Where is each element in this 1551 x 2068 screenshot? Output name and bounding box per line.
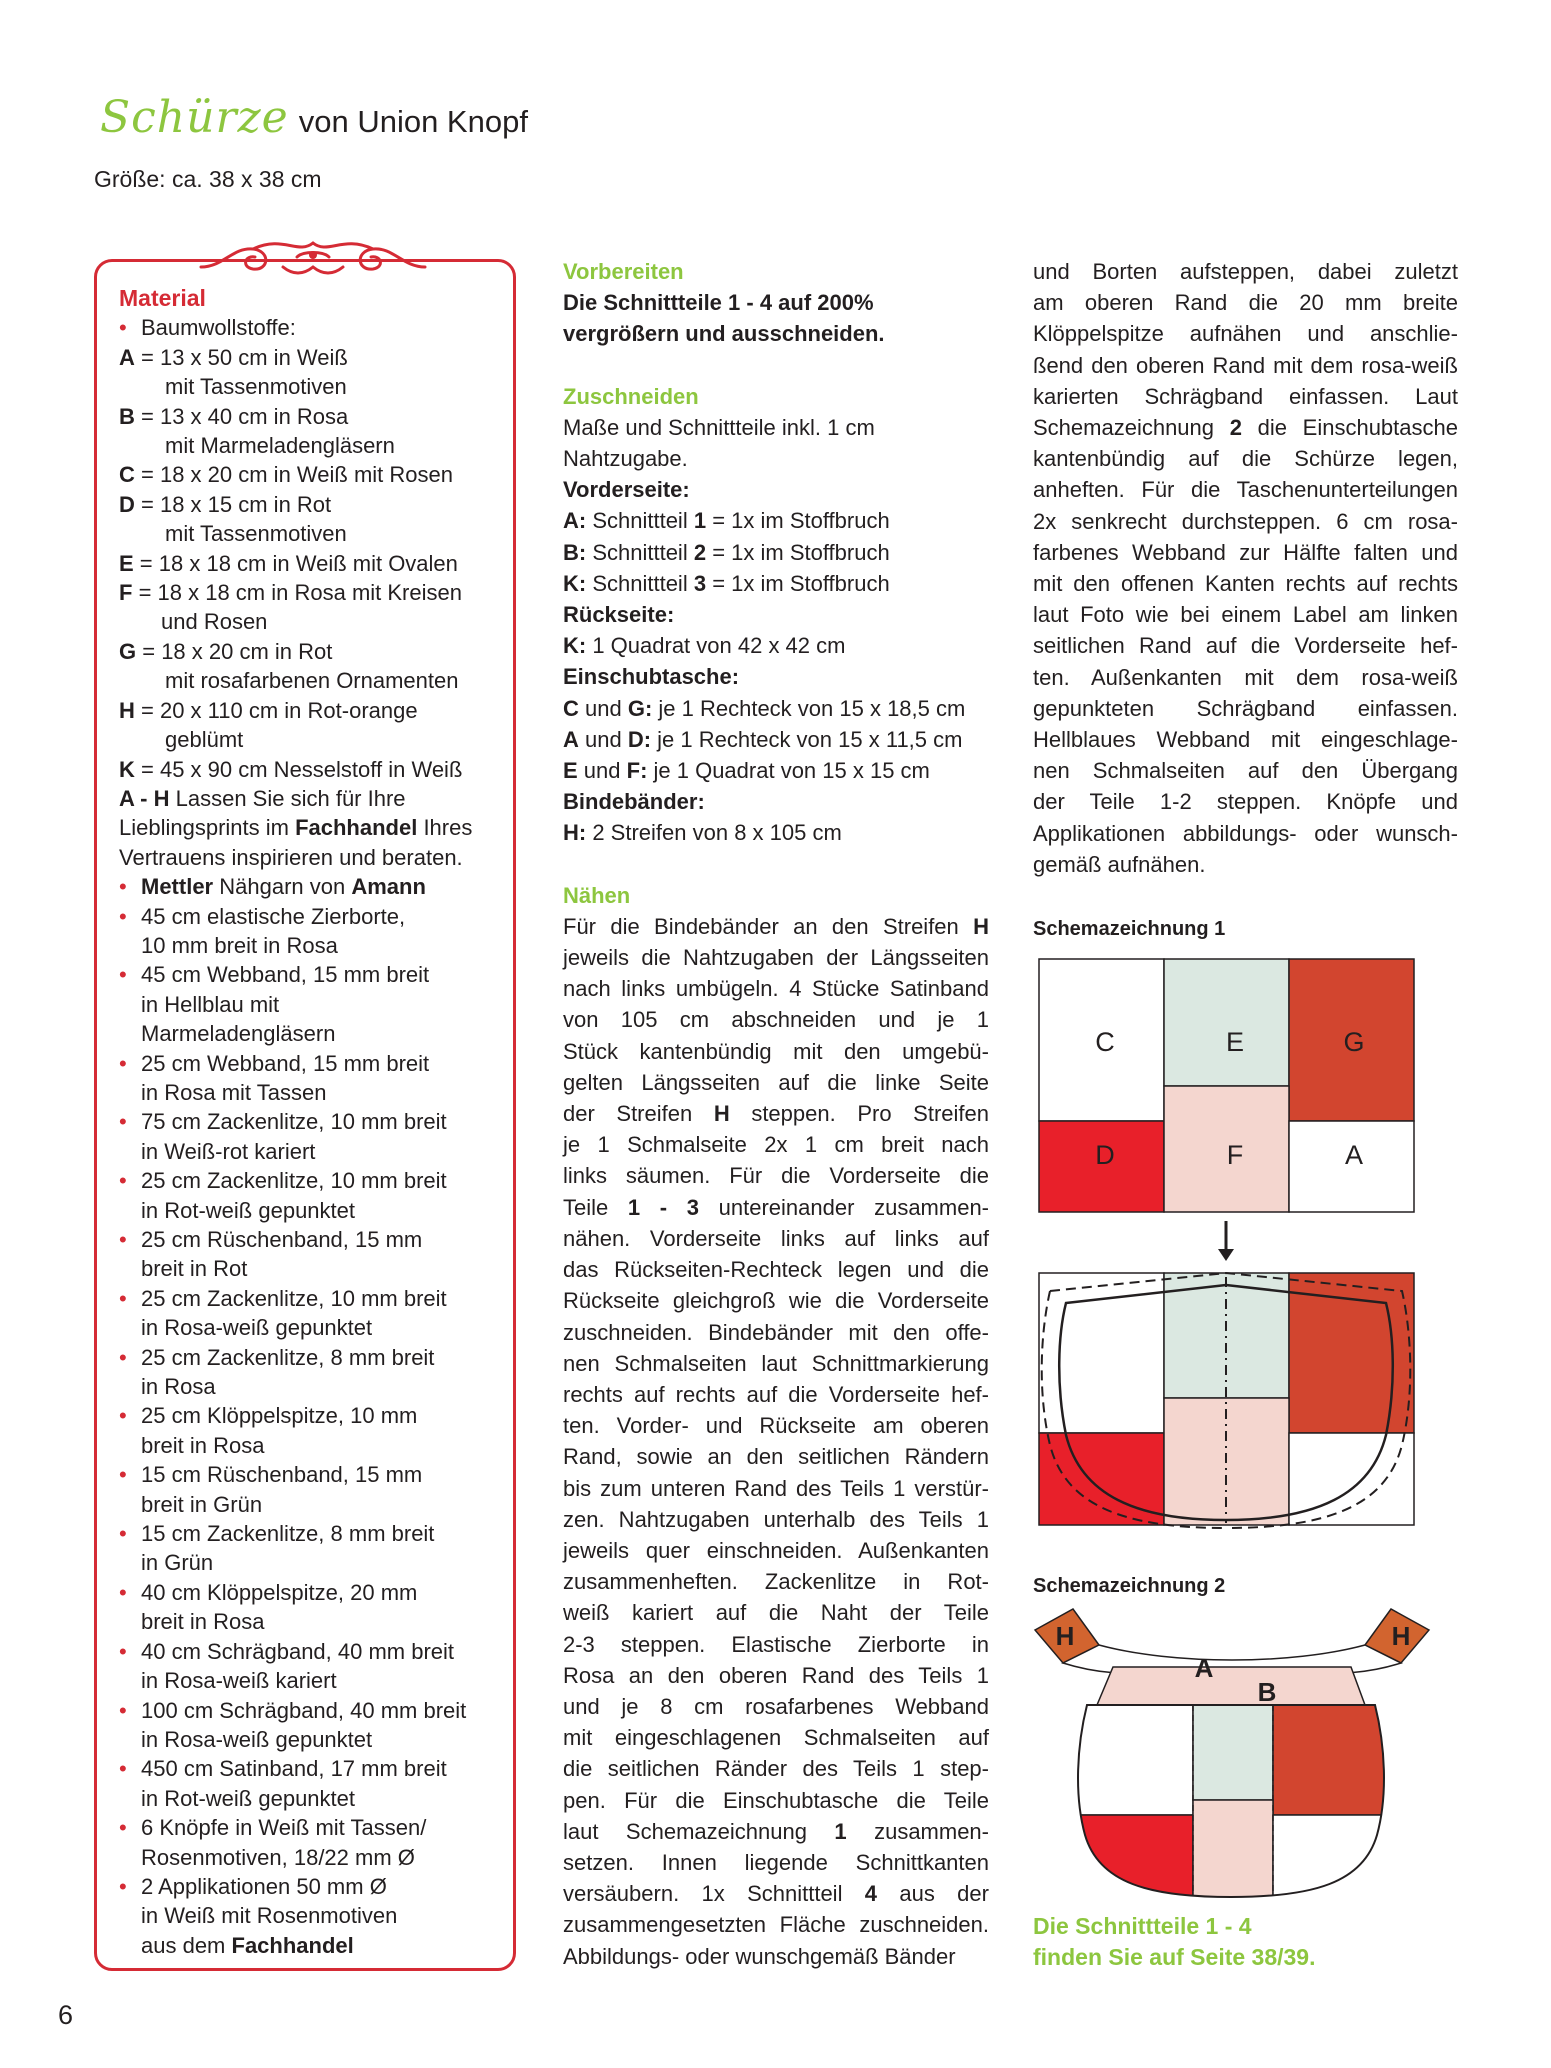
- text-line: am oberen Rand die 20 mm breite: [1033, 290, 1458, 316]
- list-item-detail: in Rosa-weiß kariert: [141, 1668, 337, 1694]
- cut-row: K: Schnittteil 3 = 1x im Stoffbruch: [563, 570, 890, 596]
- footnote-line: Die Schnittteile 1 - 4: [1033, 1913, 1252, 1939]
- text-line: bis zum unteren Rand des Teils 1 verstür-: [563, 1475, 989, 1501]
- text-line: zusammenheften. Zackenlitze in Rot-: [563, 1569, 989, 1595]
- cut-row: Vorderseite:: [563, 477, 690, 503]
- material-heading: Material: [119, 285, 206, 311]
- text-line: mit den offenen Kanten rechts auf rechts: [1033, 571, 1458, 597]
- cut-row: A: Schnittteil 1 = 1x im Stoffbruch: [563, 508, 890, 534]
- text-line: nen Schmalseiten laut Schnittmarkierung: [563, 1350, 989, 1376]
- fabric-g-detail: mit rosafarbenen Ornamenten: [165, 668, 459, 694]
- text-line: setzen. Innen liegende Schnittkanten: [563, 1849, 989, 1875]
- text-line: 2-3 steppen. Elastische Zierborte in: [563, 1631, 989, 1657]
- list-item-detail: in Rot-weiß gepunktet: [141, 1785, 355, 1811]
- text-line: links säumen. Für die Vorderseite die: [563, 1163, 989, 1189]
- cell-label: C: [1095, 1027, 1115, 1057]
- text-line: jeweils die Nahtzugaben der Längsseiten: [563, 945, 989, 971]
- text-line: und Borten aufsteppen, dabei zuletzt: [1033, 259, 1458, 284]
- down-arrow-icon: [1218, 1221, 1234, 1261]
- page-title: [100, 92, 528, 143]
- text-line: laut Foto wie bei einem Label am linken: [1033, 602, 1458, 628]
- text-line: je 1 Schmalseite 2x 1 cm breit nach: [563, 1132, 989, 1158]
- list-item: • Mettler Nähgarn von Amann: [119, 872, 504, 901]
- fabric-b: B = 13 x 40 cm in Rosa: [119, 403, 349, 429]
- text-line: versäubern. 1x Schnittteil 4 aus der: [563, 1881, 989, 1907]
- list-item-detail: breit in Grün: [141, 1491, 263, 1517]
- text-line: nach links umbügeln. 4 Stücke Satinband: [563, 976, 989, 1002]
- text-line: anheften. Für die Taschenunterteilungen: [1033, 477, 1458, 503]
- fabric-c: C = 18 x 20 cm in Weiß mit Rosen: [119, 462, 453, 488]
- text-line: ten. Außenkanten mit dem rosa-weiß: [1033, 664, 1458, 690]
- text-line: der Teile 1-2 steppen. Knöpfe und: [1033, 789, 1458, 815]
- schema-label-h-right: H: [1391, 1621, 1411, 1651]
- fabric-f-detail: und Rosen: [161, 609, 268, 635]
- list-item: • Baumwollstoffe:: [119, 313, 504, 342]
- fabric-a-detail: mit Tassenmotiven: [165, 374, 347, 400]
- text-line: von 105 cm abschneiden und je 1: [563, 1007, 989, 1033]
- fabric-b-detail: mit Marmeladengläsern: [165, 433, 395, 459]
- fabric-note: Lieblingsprints im Fachhandel Ihres: [119, 815, 473, 841]
- fabric-note: A - H Lassen Sie sich für Ihre: [119, 785, 406, 811]
- text-line: gelten Längsseiten auf die linke Seite: [563, 1069, 989, 1095]
- list-item-detail: in Weiß mit Rosenmotiven: [141, 1903, 398, 1929]
- schema-2-diagram: [1033, 1605, 1433, 1905]
- cut-row: Bindebänder:: [563, 789, 705, 815]
- list-item: • 25 cm Zackenlitze, 8 mm breit: [119, 1343, 504, 1372]
- list-item: • 45 cm elastische Zierborte,: [119, 902, 504, 931]
- instructions-column-2: [1033, 256, 1458, 880]
- text-line: zuschneiden. Bindebänder mit den offe-: [563, 1319, 989, 1345]
- cell-label: E: [1225, 1027, 1245, 1057]
- text-line: Schemazeichnung 2 die Einschubtasche: [1033, 415, 1458, 441]
- schema-label-h-left: H: [1055, 1621, 1075, 1651]
- fabric-d: D = 18 x 15 cm in Rot: [119, 491, 332, 517]
- size-info: Größe: ca. 38 x 38 cm: [94, 166, 322, 192]
- cut-row: B: Schnittteil 2 = 1x im Stoffbruch: [563, 539, 890, 565]
- text-line: 2x senkrecht durchsteppen. 6 cm rosa-: [1033, 508, 1458, 534]
- cell-label: D: [1095, 1140, 1115, 1170]
- text-line: weiß kariert auf die Naht der Teile: [563, 1600, 989, 1626]
- text-line: Hellblaues Webband mit eingeschlage-: [1033, 727, 1458, 753]
- schema-label-b: B: [1257, 1677, 1277, 1707]
- text-line: karierten Schrägband einfassen. Laut: [1033, 383, 1458, 409]
- fabric-note: Vertrauens inspirieren und beraten.: [119, 844, 463, 870]
- zuschneiden-intro: Maße und Schnittteile inkl. 1 cm: [563, 414, 875, 440]
- list-item: • 25 cm Klöppelspitze, 10 mm: [119, 1401, 504, 1430]
- footnote-line: finden Sie auf Seite 38/39.: [1033, 1944, 1316, 1970]
- list-item-detail: in Rot-weiß gepunktet: [141, 1197, 355, 1223]
- vorbereiten-text: Die Schnittteile 1 - 4 auf 200%: [563, 290, 874, 316]
- naehen-text: [563, 911, 989, 1972]
- list-item-detail: aus dem Fachhandel: [141, 1932, 354, 1958]
- text-line: nen Schmalseiten auf den Übergang: [1033, 758, 1458, 784]
- text-line: zen. Nahtzugaben unterhalb des Teils 1: [563, 1506, 989, 1532]
- fabric-a: A = 13 x 50 cm in Weiß: [119, 344, 348, 370]
- fabric-h: H = 20 x 110 cm in Rot-orange: [119, 697, 418, 723]
- text-line: farbenes Webband zur Hälfte falten und: [1033, 539, 1458, 565]
- fabric-k: K = 45 x 90 cm Nesselstoff in Weiß: [119, 756, 463, 782]
- text-line: gemäß aufnähen.: [1033, 851, 1206, 877]
- fabric-e: E = 18 x 18 cm in Weiß mit Ovalen: [119, 550, 458, 576]
- list-item-detail: 10 mm breit in Rosa: [141, 932, 338, 958]
- list-item: • 100 cm Schrägband, 40 mm breit: [119, 1696, 504, 1725]
- text-line: Klöppelspitze aufnähen und anschlie-: [1033, 321, 1458, 347]
- text-line: der Streifen H steppen. Pro Streifen: [563, 1101, 989, 1127]
- fabric-f: F = 18 x 18 cm in Rosa mit Kreisen: [119, 580, 462, 606]
- list-item-detail: in Grün: [141, 1550, 214, 1576]
- list-item: • 40 cm Schrägband, 40 mm breit: [119, 1637, 504, 1666]
- text-line: Rückseite gleichgroß wie die Vorderseite: [563, 1288, 989, 1314]
- title-script: Schürze: [100, 92, 289, 143]
- text-line: rechts auf rechts auf die Vorderseite hef-: [563, 1381, 989, 1407]
- cut-row: C und G: je 1 Rechteck von 15 x 18,5 cm: [563, 695, 966, 721]
- fabric-h-detail: geblümt: [165, 727, 244, 753]
- list-item: • 45 cm Webband, 15 mm breit: [119, 960, 504, 989]
- text-line: laut Schemazeichnung 1 zusammen-: [563, 1818, 989, 1844]
- list-item-detail: breit in Rosa: [141, 1609, 265, 1635]
- fabric-d-detail: mit Tassenmotiven: [165, 521, 347, 547]
- fabric-g: G = 18 x 20 cm in Rot: [119, 638, 333, 664]
- material-list: [119, 284, 504, 1960]
- list-item: • 25 cm Zackenlitze, 10 mm breit: [119, 1166, 504, 1195]
- text-line: Abbildungs- oder wunschgemäß Bänder: [563, 1943, 956, 1969]
- cell-label: F: [1226, 1140, 1244, 1170]
- cut-row: H: 2 Streifen von 8 x 105 cm: [563, 820, 842, 846]
- text-line: Teile 1 - 3 untereinander zusammen-: [563, 1194, 990, 1220]
- section-heading-vorbereiten: Vorbereiten: [563, 259, 684, 284]
- text-line: das Rückseiten-Rechteck legen und die: [563, 1257, 989, 1283]
- text-line: ßend den oberen Rand mit dem rosa-weiß: [1033, 352, 1458, 378]
- list-item-detail: in Rosa: [141, 1374, 216, 1400]
- cut-row: E und F: je 1 Quadrat von 15 x 15 cm: [563, 758, 930, 784]
- list-item: • 15 cm Rüschenband, 15 mm: [119, 1460, 504, 1489]
- cut-list: [563, 474, 989, 848]
- material-box: [94, 259, 516, 1971]
- list-item: • 40 cm Klöppelspitze, 20 mm: [119, 1578, 504, 1607]
- cut-row: K: 1 Quadrat von 42 x 42 cm: [563, 633, 846, 659]
- list-item-detail: in Weiß-rot kariert: [141, 1138, 316, 1164]
- text-line: jeweils quer einschneiden. Außenkanten: [563, 1537, 989, 1563]
- text-line: ten. Vorder- und Rückseite am oberen: [563, 1413, 989, 1439]
- list-item-detail: breit in Rosa: [141, 1432, 265, 1458]
- cut-row: A und D: je 1 Rechteck von 15 x 11,5 cm: [563, 726, 963, 752]
- list-item-detail: in Rosa mit Tassen: [141, 1079, 327, 1105]
- list-item: • 2 Applikationen 50 mm Ø: [119, 1872, 504, 1901]
- text-line: seitlichen Rand auf die Vorderseite hef-: [1033, 633, 1458, 659]
- list-item: • 6 Knöpfe in Weiß mit Tassen/: [119, 1813, 504, 1842]
- notions-list: [119, 902, 504, 1872]
- text-line: Für die Bindebänder an den Streifen H: [563, 913, 989, 939]
- schema-label-a: A: [1194, 1653, 1214, 1683]
- cell-label: A: [1344, 1140, 1364, 1170]
- list-item: • 450 cm Satinband, 17 mm breit: [119, 1754, 504, 1783]
- zuschneiden-intro: Nahtzugabe.: [563, 446, 688, 472]
- text-line: pen. Für die Einschubtasche die Teile: [563, 1787, 989, 1813]
- title-rest: von Union Knopf: [298, 104, 528, 139]
- text-line: die seitlichen Ränder des Teils 1 step-: [563, 1756, 989, 1782]
- cut-row: Einschubtasche:: [563, 664, 740, 690]
- list-item-detail: breit in Rot: [141, 1256, 248, 1282]
- vorbereiten-text: vergrößern und ausschneiden.: [563, 321, 885, 347]
- instructions-column-1: [563, 256, 989, 1972]
- list-item-detail: Marmeladengläsern: [141, 1021, 336, 1047]
- text-line: Rosa an den oberen Rand des Teils 1: [563, 1662, 989, 1688]
- list-item: • 25 cm Webband, 15 mm breit: [119, 1049, 504, 1078]
- text-line: gepunkteten Schrägband einfassen.: [1033, 695, 1458, 721]
- text-line: kantenbündig auf die Schürze legen,: [1033, 446, 1458, 472]
- schema-2-label: Schemazeichnung 2: [1033, 1575, 1226, 1597]
- text-line: und je 8 cm rosafarbenes Webband: [563, 1693, 989, 1719]
- cell-label: G: [1343, 1027, 1365, 1057]
- section-heading-zuschneiden: Zuschneiden: [563, 383, 699, 409]
- text-line: Stück kantenbündig mit den umgebü-: [563, 1038, 989, 1064]
- list-item: • 25 cm Rüschenband, 15 mm: [119, 1225, 504, 1254]
- section-heading-naehen: Nähen: [563, 882, 631, 908]
- continued-text: [1033, 256, 1458, 880]
- list-item-detail: in Hellblau mit: [141, 991, 280, 1017]
- list-item-detail: in Rosa-weiß gepunktet: [141, 1726, 373, 1752]
- footnote: [1033, 1911, 1316, 1973]
- schema-1-label: Schemazeichnung 1: [1033, 918, 1226, 940]
- list-item-detail: in Rosa-weiß gepunktet: [141, 1315, 373, 1341]
- list-item-detail: Rosenmotiven, 18/22 mm Ø: [141, 1844, 415, 1870]
- schema-1-diagram: [1036, 955, 1422, 1530]
- text-line: mit eingeschlagenen Schmalseiten auf: [563, 1725, 989, 1751]
- list-item: • 15 cm Zackenlitze, 8 mm breit: [119, 1519, 504, 1548]
- text-line: nähen. Vorderseite links auf links auf: [563, 1225, 989, 1251]
- list-item: • 75 cm Zackenlitze, 10 mm breit: [119, 1107, 504, 1136]
- text-line: zusammengesetzten Fläche zuschneiden.: [563, 1912, 989, 1938]
- cut-row: Rückseite:: [563, 602, 675, 628]
- page-number: 6: [58, 2000, 74, 2030]
- text-line: Rand, sowie an den seitlichen Rändern: [563, 1444, 989, 1470]
- text-line: Applikationen abbildungs- oder wunsch-: [1033, 820, 1458, 846]
- list-item: • 25 cm Zackenlitze, 10 mm breit: [119, 1284, 504, 1313]
